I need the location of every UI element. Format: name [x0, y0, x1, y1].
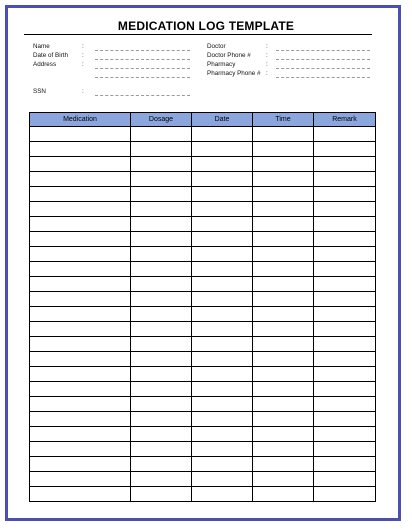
- cell-medication[interactable]: [30, 262, 131, 277]
- table-row: [30, 262, 376, 277]
- cell-remark[interactable]: [314, 262, 376, 277]
- header-date: Date: [192, 113, 253, 127]
- table-row: [30, 382, 376, 397]
- page-title: MEDICATION LOG TEMPLATE: [117, 19, 295, 33]
- cell-medication[interactable]: [30, 202, 131, 217]
- name-colon: :: [82, 43, 84, 50]
- cell-time[interactable]: [253, 442, 314, 457]
- cell-medication[interactable]: [30, 382, 131, 397]
- ssn-field[interactable]: [95, 95, 190, 96]
- cell-dosage[interactable]: [131, 202, 192, 217]
- title-divider: [24, 34, 372, 35]
- pharmacy-phone-colon: :: [266, 70, 268, 77]
- cell-dosage[interactable]: [131, 232, 192, 247]
- cell-dosage[interactable]: [131, 307, 192, 322]
- cell-remark[interactable]: [314, 187, 376, 202]
- cell-dosage[interactable]: [131, 397, 192, 412]
- cell-date[interactable]: [192, 457, 253, 472]
- address-field-line-2[interactable]: [95, 77, 190, 78]
- cell-time[interactable]: [253, 307, 314, 322]
- cell-time[interactable]: [253, 277, 314, 292]
- cell-remark[interactable]: [314, 352, 376, 367]
- cell-time[interactable]: [253, 187, 314, 202]
- cell-remark[interactable]: [314, 127, 376, 142]
- cell-dosage[interactable]: [131, 292, 192, 307]
- cell-remark[interactable]: [314, 487, 376, 502]
- cell-date[interactable]: [192, 487, 253, 502]
- cell-dosage[interactable]: [131, 277, 192, 292]
- address-field[interactable]: [95, 68, 190, 69]
- table-row: [30, 202, 376, 217]
- cell-time[interactable]: [253, 247, 314, 262]
- cell-medication[interactable]: [30, 217, 131, 232]
- cell-dosage[interactable]: [131, 142, 192, 157]
- cell-dosage[interactable]: [131, 352, 192, 367]
- header-medication: Medication: [30, 113, 131, 127]
- cell-date[interactable]: [192, 172, 253, 187]
- table-header-row: [30, 113, 376, 127]
- cell-remark[interactable]: [314, 217, 376, 232]
- cell-remark[interactable]: [314, 247, 376, 262]
- cell-dosage[interactable]: [131, 127, 192, 142]
- cell-dosage[interactable]: [131, 217, 192, 232]
- cell-dosage[interactable]: [131, 322, 192, 337]
- cell-medication[interactable]: [30, 157, 131, 172]
- table-row: [30, 367, 376, 382]
- cell-time[interactable]: [253, 487, 314, 502]
- cell-remark[interactable]: [314, 427, 376, 442]
- cell-time[interactable]: [253, 457, 314, 472]
- table-row: [30, 457, 376, 472]
- cell-remark[interactable]: [314, 397, 376, 412]
- table-row: [30, 187, 376, 202]
- cell-time[interactable]: [253, 352, 314, 367]
- cell-remark[interactable]: [314, 472, 376, 487]
- cell-time[interactable]: [253, 337, 314, 352]
- cell-dosage[interactable]: [131, 427, 192, 442]
- ssn-colon: :: [82, 88, 84, 95]
- cell-date[interactable]: [192, 337, 253, 352]
- cell-dosage[interactable]: [131, 187, 192, 202]
- cell-dosage[interactable]: [131, 442, 192, 457]
- cell-date[interactable]: [192, 277, 253, 292]
- name-label: Name: [33, 43, 50, 50]
- cell-remark[interactable]: [314, 142, 376, 157]
- cell-medication[interactable]: [30, 322, 131, 337]
- pharmacy-label: Pharmacy: [207, 61, 236, 68]
- cell-dosage[interactable]: [131, 412, 192, 427]
- cell-medication[interactable]: [30, 127, 131, 142]
- cell-dosage[interactable]: [131, 487, 192, 502]
- cell-date[interactable]: [192, 307, 253, 322]
- cell-medication[interactable]: [30, 292, 131, 307]
- table-row: [30, 277, 376, 292]
- cell-medication[interactable]: [30, 427, 131, 442]
- cell-date[interactable]: [192, 232, 253, 247]
- cell-medication[interactable]: [30, 307, 131, 322]
- cell-remark[interactable]: [314, 442, 376, 457]
- cell-time[interactable]: [253, 322, 314, 337]
- cell-medication[interactable]: [30, 352, 131, 367]
- table-row: [30, 472, 376, 487]
- cell-date[interactable]: [192, 397, 253, 412]
- table-row: [30, 307, 376, 322]
- cell-medication[interactable]: [30, 472, 131, 487]
- table-row: [30, 442, 376, 457]
- table-row: [30, 397, 376, 412]
- cell-medication[interactable]: [30, 277, 131, 292]
- cell-date[interactable]: [192, 292, 253, 307]
- cell-remark[interactable]: [314, 292, 376, 307]
- cell-time[interactable]: [253, 412, 314, 427]
- cell-date[interactable]: [192, 202, 253, 217]
- cell-time[interactable]: [253, 172, 314, 187]
- table-row: [30, 412, 376, 427]
- cell-time[interactable]: [253, 232, 314, 247]
- cell-remark[interactable]: [314, 412, 376, 427]
- cell-remark[interactable]: [314, 382, 376, 397]
- cell-remark[interactable]: [314, 157, 376, 172]
- dob-label: Date of Birth: [33, 52, 68, 59]
- pharmacy-colon: :: [266, 61, 268, 68]
- cell-dosage[interactable]: [131, 157, 192, 172]
- cell-time[interactable]: [253, 157, 314, 172]
- header-dosage: Dosage: [131, 113, 192, 127]
- cell-dosage[interactable]: [131, 367, 192, 382]
- cell-dosage[interactable]: [131, 172, 192, 187]
- cell-medication[interactable]: [30, 337, 131, 352]
- cell-medication[interactable]: [30, 172, 131, 187]
- doctor-phone-colon: :: [266, 52, 268, 59]
- cell-remark[interactable]: [314, 307, 376, 322]
- header-remark: Remark: [314, 113, 376, 127]
- cell-medication[interactable]: [30, 142, 131, 157]
- cell-dosage[interactable]: [131, 337, 192, 352]
- table-row: [30, 352, 376, 367]
- pharmacy-phone-label: Pharmacy Phone #: [207, 70, 261, 77]
- table-row: [30, 157, 376, 172]
- pharmacy-field[interactable]: [276, 68, 370, 69]
- cell-dosage[interactable]: [131, 382, 192, 397]
- doctor-phone-field[interactable]: [276, 59, 370, 60]
- cell-medication[interactable]: [30, 247, 131, 262]
- table-row: [30, 487, 376, 502]
- cell-date[interactable]: [192, 322, 253, 337]
- dob-colon: :: [82, 52, 84, 59]
- cell-date[interactable]: [192, 262, 253, 277]
- address-label: Address: [33, 61, 57, 68]
- cell-date[interactable]: [192, 367, 253, 382]
- cell-medication[interactable]: [30, 487, 131, 502]
- table-row: [30, 232, 376, 247]
- cell-time[interactable]: [253, 382, 314, 397]
- cell-date[interactable]: [192, 427, 253, 442]
- cell-time[interactable]: [253, 292, 314, 307]
- cell-remark[interactable]: [314, 277, 376, 292]
- cell-remark[interactable]: [314, 202, 376, 217]
- cell-date[interactable]: [192, 247, 253, 262]
- header-time: Time: [253, 113, 314, 127]
- cell-date[interactable]: [192, 412, 253, 427]
- table-row: [30, 322, 376, 337]
- cell-date[interactable]: [192, 187, 253, 202]
- table-row: [30, 292, 376, 307]
- cell-time[interactable]: [253, 202, 314, 217]
- doctor-phone-label: Doctor Phone #: [207, 52, 251, 59]
- ssn-label: SSN: [33, 88, 46, 95]
- cell-date[interactable]: [192, 217, 253, 232]
- cell-medication[interactable]: [30, 457, 131, 472]
- cell-date[interactable]: [192, 382, 253, 397]
- doctor-colon: :: [266, 43, 268, 50]
- cell-date[interactable]: [192, 142, 253, 157]
- cell-remark[interactable]: [314, 457, 376, 472]
- doctor-field[interactable]: [276, 50, 370, 51]
- cell-time[interactable]: [253, 367, 314, 382]
- table-row: [30, 142, 376, 157]
- cell-dosage[interactable]: [131, 262, 192, 277]
- medication-log-table: [29, 112, 376, 502]
- cell-time[interactable]: [253, 262, 314, 277]
- cell-date[interactable]: [192, 442, 253, 457]
- cell-remark[interactable]: [314, 337, 376, 352]
- table-row: [30, 217, 376, 232]
- address-colon: :: [82, 61, 84, 68]
- cell-medication[interactable]: [30, 232, 131, 247]
- doctor-label: Doctor: [207, 43, 226, 50]
- cell-medication[interactable]: [30, 442, 131, 457]
- cell-date[interactable]: [192, 352, 253, 367]
- cell-time[interactable]: [253, 397, 314, 412]
- cell-remark[interactable]: [314, 232, 376, 247]
- cell-dosage[interactable]: [131, 457, 192, 472]
- table-row: [30, 427, 376, 442]
- table-row: [30, 337, 376, 352]
- cell-medication[interactable]: [30, 367, 131, 382]
- cell-remark[interactable]: [314, 367, 376, 382]
- cell-time[interactable]: [253, 127, 314, 142]
- table-row: [30, 172, 376, 187]
- cell-time[interactable]: [253, 142, 314, 157]
- cell-time[interactable]: [253, 217, 314, 232]
- cell-remark[interactable]: [314, 322, 376, 337]
- cell-remark[interactable]: [314, 172, 376, 187]
- cell-date[interactable]: [192, 472, 253, 487]
- cell-dosage[interactable]: [131, 247, 192, 262]
- table-body: [30, 127, 376, 502]
- cell-medication[interactable]: [30, 397, 131, 412]
- table-row: [30, 127, 376, 142]
- cell-time[interactable]: [253, 427, 314, 442]
- dob-field[interactable]: [95, 59, 190, 60]
- cell-dosage[interactable]: [131, 472, 192, 487]
- name-field[interactable]: [95, 50, 190, 51]
- cell-date[interactable]: [192, 127, 253, 142]
- pharmacy-phone-field[interactable]: [276, 77, 370, 78]
- cell-medication[interactable]: [30, 187, 131, 202]
- cell-time[interactable]: [253, 472, 314, 487]
- cell-date[interactable]: [192, 157, 253, 172]
- cell-medication[interactable]: [30, 412, 131, 427]
- table-row: [30, 247, 376, 262]
